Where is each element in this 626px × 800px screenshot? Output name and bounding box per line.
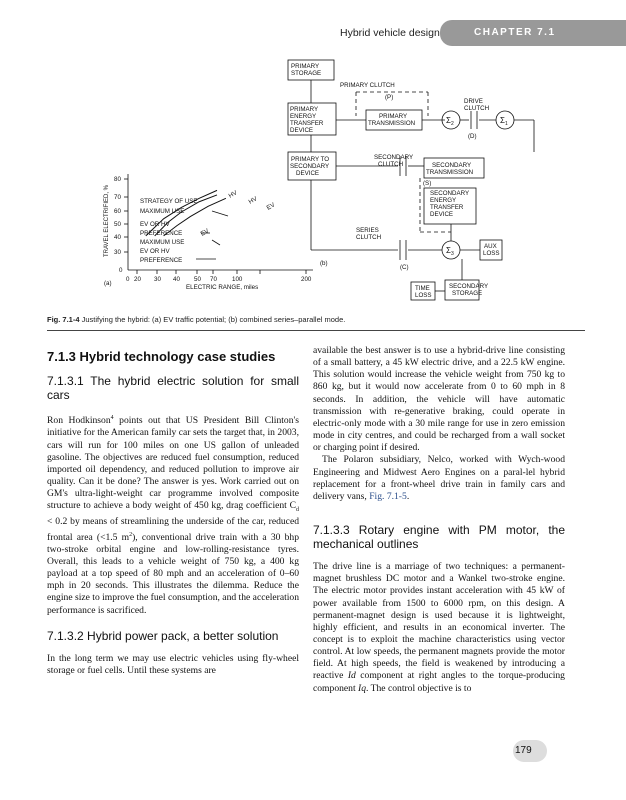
sigma-1: $\Sigma_1$ xyxy=(500,116,508,127)
sigma-2: $\Sigma_2$ xyxy=(446,116,454,127)
y-tick: 30 xyxy=(114,249,121,256)
annotation: PREFERENCE xyxy=(140,257,183,264)
running-header-title: Hybrid vehicle design xyxy=(340,27,440,39)
section-heading-7-1-3: 7.1.3 Hybrid technology case studies xyxy=(47,349,276,364)
figure-7-1-4 xyxy=(98,52,558,307)
primary-to-secondary-label: PRIMARY TO SECONDARY DEVICE xyxy=(290,156,330,177)
c-label: (C) xyxy=(400,264,409,271)
x-tick: 30 xyxy=(154,276,161,283)
x-tick: 0 xyxy=(126,276,130,283)
figure-b-label: (b) xyxy=(320,260,328,267)
y-tick: 80 xyxy=(114,176,121,183)
y-tick: 40 xyxy=(114,234,121,241)
series-clutch-label: SERIES CLUTCH xyxy=(356,227,382,241)
secondary-storage-label: SECONDARY STORAGE xyxy=(449,283,489,297)
paragraph: The Polaron subsidiary, Nelco, worked with Wych-wood Engineering and Midwest Aero Engines on a paral-lel hybrid replacement for a front-wheel drive train in family cars and delivery vans, Fig. 7.1-5. xyxy=(313,454,565,502)
x-tick: 50 xyxy=(194,276,201,283)
secondary-clutch-label: SECONDARY CLUTCH xyxy=(374,154,414,168)
figure-svg xyxy=(98,52,558,307)
x-axis-label: ELECTRIC RANGE, miles xyxy=(186,284,259,291)
figure-caption xyxy=(47,315,587,324)
y-axis-label: TRAVEL ELECTRIFIED, % xyxy=(104,184,110,257)
p-label: (P) xyxy=(385,94,394,101)
primary-storage-label: PRIMARY STORAGE xyxy=(291,63,322,77)
aux-loss-label: AUX LOSS xyxy=(483,243,500,257)
x-tick: 40 xyxy=(173,276,180,283)
chapter-label: CHAPTER 7.1 xyxy=(474,27,556,38)
annotation: PREFERENCE xyxy=(140,230,183,237)
x-tick: 100 xyxy=(232,276,243,283)
curve-label: HV xyxy=(227,189,239,200)
primary-energy-label: PRIMARY ENERGY TRANSFER DEVICE xyxy=(290,106,324,134)
y-tick: 0 xyxy=(119,267,123,274)
curve-label: HV xyxy=(247,195,259,206)
s-label: (S) xyxy=(423,180,432,187)
annotation: STRATEGY OF USE xyxy=(140,198,198,205)
annotation: MAXIMUM USE xyxy=(140,208,185,215)
x-tick: 200 xyxy=(301,276,312,283)
paragraph: Ron Hodkinson$^4$ points out that US President Bill Clinton's initiative for the American family car sets the target that, in 2003, cars will run for 100 miles on one US gallon of unleaded gasoline. The objectives are reduced fuel consumption, reduced imported oil dependency, and reduced pollution to improve air quality. Can it be done? The answer is yes. Work carried out on GM's ultra-light-weight car programme involved composite structure to achieve a body weight of 450 kg, drag coefficient $C_d < 0.2$ by means of streamlining the underside of the car, reduced frontal area (<1.5 $m^2$), conventional drive train with a 30 bhp two-stroke orbital engine and low-rolling-resistance tyres. Overall, this leads to a vehicle weight of 750 kg, a 400 kg payload at a top speed of 80 mph and an acceleration of 0–60 mph in 20 seconds. This illustrates the dilemma. Reduce the engine size to improve the fuel consumption, and the acceleration performance is sacrificed. xyxy=(47,415,300,616)
paragraph: The drive line is a marriage of two techniques: a permanent-magnet brushless DC motor and a Wankel two-stroke engine. The electric motor provides instant acceleration with 45 kW of power available from 1500 to 6000 rpm, on this design. A permanent-magnet design is used because it is lightweight, highly efficient, and results in an economical inverter. The concept is to exploit the machine characteristics using vector control. At low speeds, the permanent magnets provide the motor field. At high speeds, the field is weakened by introducing a reactive Id component at right angles to the torque-producing component Iq. The control objective is to xyxy=(313,561,565,694)
subsection-heading-7-1-3-3: 7.1.3.3 Rotary engine with PM motor, the mechanical outlines xyxy=(313,523,565,552)
primary-transmission-label: PRIMARY TRANSMISSION xyxy=(368,113,416,127)
sigma-3: $\Sigma_3$ xyxy=(446,246,454,257)
curve-label: EV xyxy=(265,201,277,212)
caption-text: Justifying the hybrid: (a) EV traffic potential; (b) combined series–parallel mode. xyxy=(81,315,346,324)
time-loss-label: TIME LOSS xyxy=(415,285,432,299)
chapter-tab-cap xyxy=(440,20,464,46)
figure-a-label: (a) xyxy=(104,280,112,287)
right-column xyxy=(313,345,565,695)
d-label: (D) xyxy=(468,133,477,140)
annotation: MAXIMUM USE xyxy=(140,239,185,246)
subsection-heading-7-1-3-2: 7.1.3.2 Hybrid power pack, a better solution xyxy=(47,628,279,643)
left-column xyxy=(47,345,299,677)
secondary-transmission-label: SECONDARY TRANSMISSION xyxy=(426,162,474,176)
drive-clutch-label: DRIVE CLUTCH xyxy=(464,98,490,112)
x-tick: 70 xyxy=(210,276,217,283)
x-tick: 20 xyxy=(134,276,141,283)
y-tick: 70 xyxy=(114,194,121,201)
page-number-badge xyxy=(503,740,547,762)
paragraph: In the long term we may use electric vehicles using fly-wheel storage or fuel cells. Until these systems are xyxy=(47,652,299,676)
curve-label: EV xyxy=(199,227,211,238)
subsection-heading-7-1-3-1: 7.1.3.1 The hybrid electric solution for small cars xyxy=(47,374,299,402)
page-number: 179 xyxy=(515,745,532,756)
caption-label: Fig. 7.1-4 xyxy=(47,315,80,324)
annotation: EV OR HV xyxy=(140,221,170,228)
caption-rule xyxy=(47,330,585,331)
y-tick: 60 xyxy=(114,208,121,215)
annotation: EV OR HV xyxy=(140,248,170,255)
secondary-energy-label: SECONDARY ENERGY TRANSFER DEVICE xyxy=(430,190,470,218)
paragraph: available the best answer is to use a hybrid-drive line consisting of a small battery, a 45 kW electric drive, and a 22.5 kW engine. This solution would increase the vehicle weight from 750 kg to 860 kg, but it would now accelerate from 0 to 60 mph in 8 seconds. In addition, the vehicle will have automatic transmission with re-generative braking, could operate in electric-only mode with a 30 mile range for use in zero emission mode in city centres, and could be recharged from a wall socket or charging point if desired. xyxy=(313,345,565,454)
chapter-tab xyxy=(452,20,626,46)
figure-link[interactable]: Fig. 7.1-5 xyxy=(369,490,407,502)
primary-clutch-label: PRIMARY CLUTCH xyxy=(340,82,395,89)
y-tick: 50 xyxy=(114,221,121,228)
